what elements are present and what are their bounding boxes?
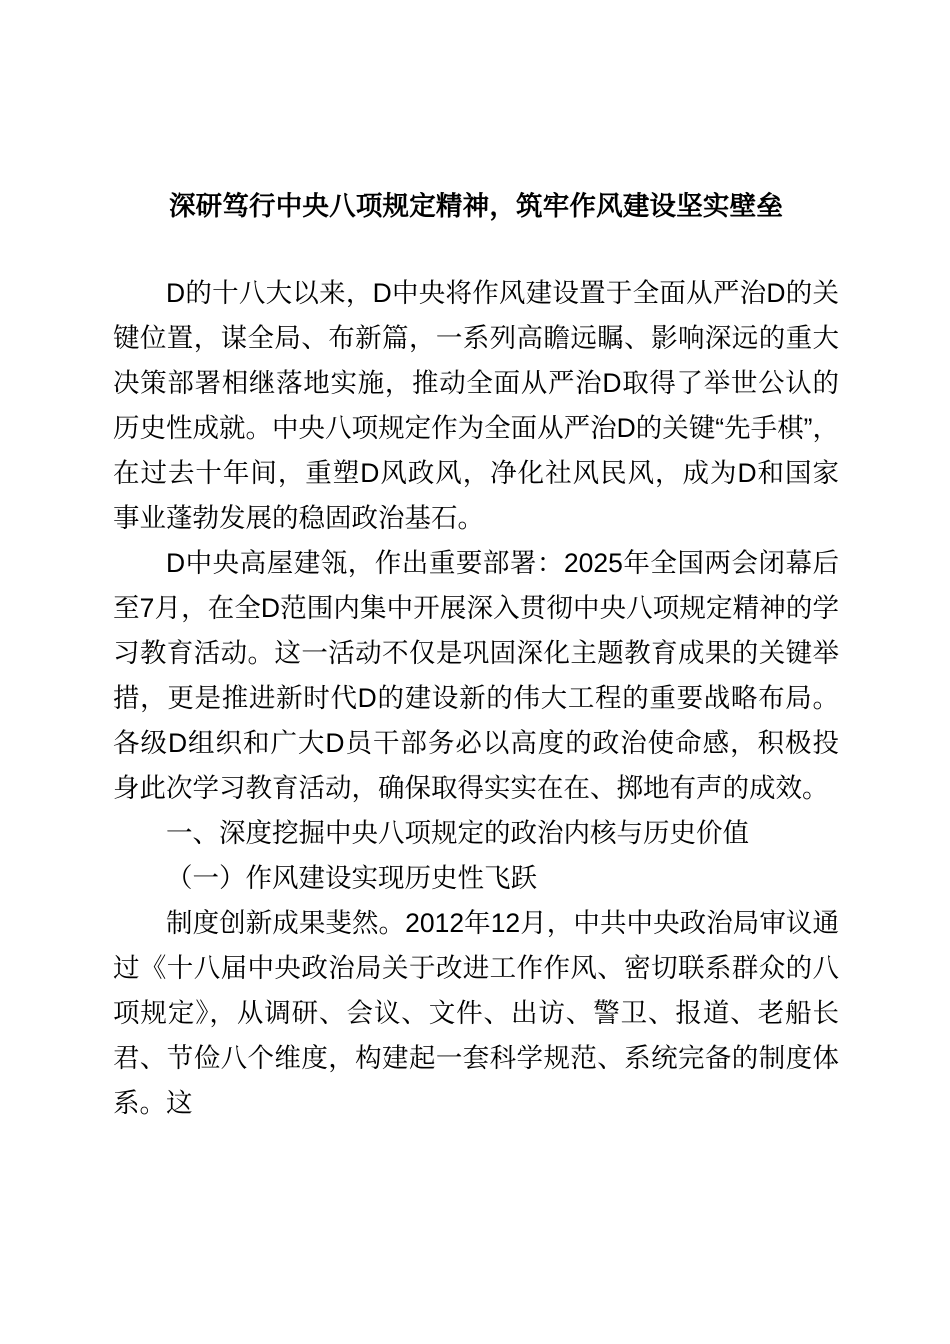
document-content <box>113 186 839 1126</box>
body-paragraph: D的十八大以来，D中央将作风建设置于全面从严治D的关键位置，谋全局、布新篇，一系列高瞻远瞩、影响深远的重大决策部署相继落地实施，推动全面从严治D取得了举世公认的历史性成就。中央八项规定作为全面从严治D的关键“先手棋”，在过去十年间，重塑D风政风，净化社风民风，成为D和国家事业蓬勃发展的稳固政治基石。 <box>113 278 839 533</box>
title-spacer <box>113 226 839 271</box>
body-paragraph: D中央高屋建瓴，作出重要部署：2025年全国两会闭幕后至7月，在全D范围内集中开展深入贯彻中央八项规定精神的学习教育活动。这一活动不仅是巩固深化主题教育成果的关键举措，更是推进新时代D的建设新的伟大工程的重要战略布局。各级D组织和广大D员干部务必以高度的政治使命感，积极投身此次学习教育活动，确保取得实实在在、掷地有声的成效。 <box>113 548 839 803</box>
section-heading-level-2: （一）作风建设实现历史性飞跃 <box>166 863 537 893</box>
page-title: 深研笃行中央八项规定精神，筑牢作风建设坚实壁垒 <box>168 191 784 221</box>
body-paragraph: 制度创新成果斐然。2012年12月，中共中央政治局审议通过《十八届中央政治局关于改进工作作风、密切联系群众的八项规定》，从调研、会议、文件、出访、警卫、报道、老船长君、节俭八个维度，构建起一套科学规范、系统完备的制度体系。这 <box>113 908 839 1118</box>
section-heading-level-1: 一、深度挖掘中央八项规定的政治内核与历史价值 <box>166 818 749 848</box>
